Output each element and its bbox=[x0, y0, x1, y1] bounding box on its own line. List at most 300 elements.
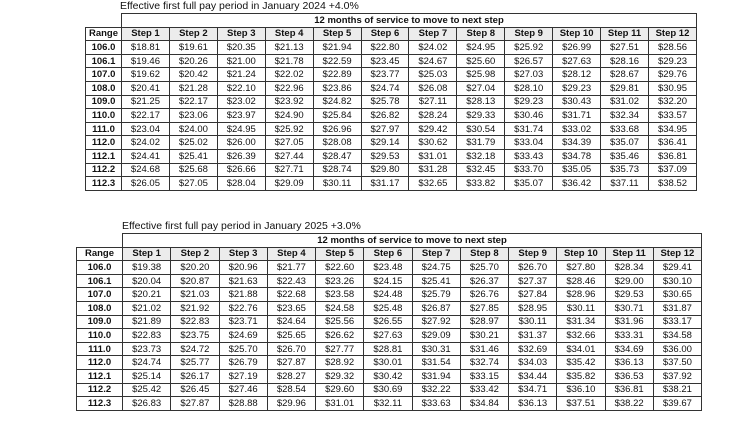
wage-cell: $29.41 bbox=[653, 261, 701, 275]
wage-cell: $33.70 bbox=[505, 163, 553, 177]
range-cell: 109.0 bbox=[77, 315, 123, 329]
wage-cell: $26.08 bbox=[409, 81, 457, 95]
wage-cell: $18.81 bbox=[122, 41, 170, 55]
wage-cell: $28.13 bbox=[457, 95, 505, 109]
table-row bbox=[86, 95, 697, 109]
wage-cell: $24.48 bbox=[364, 288, 412, 302]
table-row bbox=[86, 81, 697, 95]
wage-cell: $29.32 bbox=[316, 369, 364, 383]
pay-table-2024 bbox=[85, 13, 697, 191]
wage-cell: $28.96 bbox=[557, 288, 605, 302]
table-row bbox=[77, 383, 702, 397]
wage-cell: $27.05 bbox=[265, 136, 313, 150]
wage-cell: $30.46 bbox=[505, 109, 553, 123]
wage-cell: $30.71 bbox=[605, 301, 653, 315]
wage-cell: $24.82 bbox=[313, 95, 361, 109]
wage-cell: $37.09 bbox=[648, 163, 696, 177]
wage-cell: $23.02 bbox=[217, 95, 265, 109]
wage-cell: $28.34 bbox=[605, 261, 653, 275]
wage-cell: $30.21 bbox=[460, 329, 508, 343]
table-row bbox=[86, 163, 697, 177]
wage-cell: $19.61 bbox=[169, 41, 217, 55]
wage-cell: $23.26 bbox=[316, 274, 364, 288]
range-cell: 112.2 bbox=[86, 163, 122, 177]
step-header-4: Step 4 bbox=[267, 247, 315, 261]
wage-cell: $26.05 bbox=[122, 177, 170, 191]
wage-cell: $29.60 bbox=[316, 383, 364, 397]
wage-cell: $32.45 bbox=[457, 163, 505, 177]
wage-cell: $23.04 bbox=[122, 122, 170, 136]
wage-cell: $32.34 bbox=[601, 109, 649, 123]
wage-cell: $33.17 bbox=[653, 315, 701, 329]
wage-cell: $20.87 bbox=[171, 274, 219, 288]
step-header-9: Step 9 bbox=[509, 247, 557, 261]
wage-cell: $19.38 bbox=[123, 261, 171, 275]
corner-blank bbox=[77, 234, 123, 248]
wage-cell: $35.42 bbox=[557, 356, 605, 370]
wage-cell: $21.77 bbox=[267, 261, 315, 275]
wage-cell: $28.16 bbox=[601, 54, 649, 68]
step-header-4: Step 4 bbox=[265, 27, 313, 41]
pay-table-2025 bbox=[76, 233, 702, 411]
range-cell: 106.0 bbox=[77, 261, 123, 275]
range-cell: 109.0 bbox=[86, 95, 122, 109]
wage-cell: $31.17 bbox=[361, 177, 409, 191]
wage-cell: $22.17 bbox=[169, 95, 217, 109]
step-header-1: Step 1 bbox=[122, 27, 170, 41]
wage-cell: $26.66 bbox=[217, 163, 265, 177]
range-cell: 108.0 bbox=[86, 81, 122, 95]
wage-cell: $22.10 bbox=[217, 81, 265, 95]
wage-cell: $23.71 bbox=[219, 315, 267, 329]
wage-cell: $24.41 bbox=[122, 149, 170, 163]
wage-cell: $26.17 bbox=[171, 369, 219, 383]
wage-cell: $25.92 bbox=[265, 122, 313, 136]
wage-cell: $31.34 bbox=[557, 315, 605, 329]
wage-cell: $38.21 bbox=[653, 383, 701, 397]
wage-cell: $35.07 bbox=[601, 136, 649, 150]
wage-cell: $33.31 bbox=[605, 329, 653, 343]
range-cell: 112.2 bbox=[77, 383, 123, 397]
wage-cell: $31.46 bbox=[460, 342, 508, 356]
wage-cell: $29.09 bbox=[265, 177, 313, 191]
wage-cell: $19.62 bbox=[122, 68, 170, 82]
wage-cell: $29.80 bbox=[361, 163, 409, 177]
range-cell: 112.1 bbox=[86, 149, 122, 163]
wage-cell: $28.12 bbox=[553, 68, 601, 82]
wage-cell: $33.57 bbox=[648, 109, 696, 123]
table-row bbox=[77, 301, 702, 315]
step-header-1: Step 1 bbox=[123, 247, 171, 261]
table-row bbox=[77, 342, 702, 356]
wage-cell: $25.68 bbox=[169, 163, 217, 177]
wage-cell: $24.95 bbox=[217, 122, 265, 136]
wage-cell: $27.63 bbox=[553, 54, 601, 68]
wage-cell: $22.83 bbox=[171, 315, 219, 329]
wage-cell: $22.96 bbox=[265, 81, 313, 95]
wage-cell: $22.76 bbox=[219, 301, 267, 315]
wage-cell: $24.74 bbox=[361, 81, 409, 95]
wage-cell: $27.85 bbox=[460, 301, 508, 315]
wage-cell: $23.77 bbox=[361, 68, 409, 82]
wage-cell: $20.26 bbox=[169, 54, 217, 68]
wage-cell: $30.54 bbox=[457, 122, 505, 136]
wage-cell: $25.84 bbox=[313, 109, 361, 123]
wage-cell: $26.76 bbox=[460, 288, 508, 302]
wage-cell: $28.27 bbox=[267, 369, 315, 383]
wage-cell: $30.11 bbox=[313, 177, 361, 191]
wage-cell: $26.00 bbox=[217, 136, 265, 150]
wage-cell: $23.48 bbox=[364, 261, 412, 275]
range-cell: 112.0 bbox=[77, 356, 123, 370]
step-header-2: Step 2 bbox=[169, 27, 217, 41]
wage-cell: $33.63 bbox=[412, 397, 460, 411]
wage-cell: $21.94 bbox=[313, 41, 361, 55]
wage-cell: $25.78 bbox=[361, 95, 409, 109]
step-header-7: Step 7 bbox=[409, 27, 457, 41]
wage-cell: $34.58 bbox=[653, 329, 701, 343]
wage-cell: $27.77 bbox=[316, 342, 364, 356]
wage-cell: $28.81 bbox=[364, 342, 412, 356]
wage-cell: $26.82 bbox=[361, 109, 409, 123]
wage-cell: $22.60 bbox=[316, 261, 364, 275]
wage-cell: $33.02 bbox=[553, 122, 601, 136]
table-row bbox=[77, 397, 702, 411]
wage-cell: $32.66 bbox=[557, 329, 605, 343]
wage-cell: $31.02 bbox=[601, 95, 649, 109]
wage-cell: $32.69 bbox=[509, 342, 557, 356]
wage-cell: $20.21 bbox=[123, 288, 171, 302]
step-header-10: Step 10 bbox=[553, 27, 601, 41]
wage-cell: $34.69 bbox=[605, 342, 653, 356]
wage-cell: $26.96 bbox=[313, 122, 361, 136]
wage-cell: $29.14 bbox=[361, 136, 409, 150]
table-row bbox=[86, 54, 697, 68]
wage-cell: $24.67 bbox=[409, 54, 457, 68]
wage-cell: $28.67 bbox=[601, 68, 649, 82]
wage-cell: $24.74 bbox=[123, 356, 171, 370]
wage-cell: $28.88 bbox=[219, 397, 267, 411]
wage-cell: $31.71 bbox=[553, 109, 601, 123]
range-cell: 110.0 bbox=[77, 329, 123, 343]
range-cell: 111.0 bbox=[86, 122, 122, 136]
wage-cell: $23.45 bbox=[361, 54, 409, 68]
table-row bbox=[86, 149, 697, 163]
wage-cell: $38.22 bbox=[605, 397, 653, 411]
wage-cell: $26.62 bbox=[316, 329, 364, 343]
wage-cell: $27.04 bbox=[457, 81, 505, 95]
wage-cell: $31.96 bbox=[605, 315, 653, 329]
wage-cell: $29.09 bbox=[412, 329, 460, 343]
step-header-5: Step 5 bbox=[313, 27, 361, 41]
table-row bbox=[77, 356, 702, 370]
wage-cell: $33.43 bbox=[505, 149, 553, 163]
wage-cell: $20.41 bbox=[122, 81, 170, 95]
table-row bbox=[77, 329, 702, 343]
wage-cell: $20.42 bbox=[169, 68, 217, 82]
wage-cell: $31.54 bbox=[412, 356, 460, 370]
wage-cell: $29.81 bbox=[601, 81, 649, 95]
wage-cell: $27.71 bbox=[265, 163, 313, 177]
wage-cell: $24.72 bbox=[171, 342, 219, 356]
wage-cell: $30.11 bbox=[557, 301, 605, 315]
step-header-3: Step 3 bbox=[217, 27, 265, 41]
wage-cell: $30.42 bbox=[364, 369, 412, 383]
wage-cell: $37.11 bbox=[601, 177, 649, 191]
wage-cell: $26.55 bbox=[364, 315, 412, 329]
wage-cell: $22.59 bbox=[313, 54, 361, 68]
wage-cell: $23.75 bbox=[171, 329, 219, 343]
wage-cell: $34.44 bbox=[509, 369, 557, 383]
wage-cell: $25.14 bbox=[123, 369, 171, 383]
wage-cell: $27.51 bbox=[601, 41, 649, 55]
wage-cell: $21.89 bbox=[123, 315, 171, 329]
wage-cell: $24.90 bbox=[265, 109, 313, 123]
wage-cell: $25.41 bbox=[412, 274, 460, 288]
wage-cell: $34.03 bbox=[509, 356, 557, 370]
wage-cell: $19.46 bbox=[122, 54, 170, 68]
wage-cell: $25.41 bbox=[169, 149, 217, 163]
wage-cell: $23.58 bbox=[316, 288, 364, 302]
wage-cell: $24.00 bbox=[169, 122, 217, 136]
wage-cell: $39.67 bbox=[653, 397, 701, 411]
table-row bbox=[77, 369, 702, 383]
wage-cell: $22.80 bbox=[361, 41, 409, 55]
wage-cell: $26.45 bbox=[171, 383, 219, 397]
range-cell: 106.1 bbox=[86, 54, 122, 68]
wage-cell: $28.46 bbox=[557, 274, 605, 288]
step-header-8: Step 8 bbox=[460, 247, 508, 261]
wage-cell: $29.96 bbox=[267, 397, 315, 411]
wage-cell: $27.84 bbox=[509, 288, 557, 302]
wage-cell: $24.95 bbox=[457, 41, 505, 55]
wage-cell: $30.31 bbox=[412, 342, 460, 356]
wage-cell: $25.03 bbox=[409, 68, 457, 82]
wage-cell: $27.87 bbox=[171, 397, 219, 411]
wage-cell: $28.08 bbox=[313, 136, 361, 150]
step-header-2: Step 2 bbox=[171, 247, 219, 261]
wage-cell: $33.68 bbox=[601, 122, 649, 136]
wage-cell: $28.04 bbox=[217, 177, 265, 191]
wage-cell: $32.74 bbox=[460, 356, 508, 370]
wage-cell: $31.37 bbox=[509, 329, 557, 343]
range-cell: 111.0 bbox=[77, 342, 123, 356]
range-header: Range bbox=[86, 27, 122, 41]
range-cell: 107.0 bbox=[86, 68, 122, 82]
wage-cell: $32.18 bbox=[457, 149, 505, 163]
range-cell: 112.1 bbox=[77, 369, 123, 383]
table-2025-caption: Effective first full pay period in January 2025 +3.0% bbox=[122, 220, 361, 232]
wage-cell: $28.56 bbox=[648, 41, 696, 55]
wage-cell: $31.79 bbox=[457, 136, 505, 150]
range-cell: 106.1 bbox=[77, 274, 123, 288]
step-header-11: Step 11 bbox=[605, 247, 653, 261]
wage-cell: $24.69 bbox=[219, 329, 267, 343]
wage-cell: $20.04 bbox=[123, 274, 171, 288]
wage-cell: $22.83 bbox=[123, 329, 171, 343]
wage-cell: $33.42 bbox=[460, 383, 508, 397]
wage-cell: $30.69 bbox=[364, 383, 412, 397]
table-row bbox=[86, 122, 697, 136]
wage-cell: $35.05 bbox=[553, 163, 601, 177]
wage-cell: $24.75 bbox=[412, 261, 460, 275]
wage-cell: $31.74 bbox=[505, 122, 553, 136]
wage-cell: $21.13 bbox=[265, 41, 313, 55]
table-2024-caption: Effective first full pay period in January 2024 +4.0% bbox=[120, 0, 359, 12]
wage-cell: $25.70 bbox=[219, 342, 267, 356]
wage-cell: $32.11 bbox=[364, 397, 412, 411]
wage-cell: $31.28 bbox=[409, 163, 457, 177]
wage-cell: $26.79 bbox=[219, 356, 267, 370]
wage-cell: $30.95 bbox=[648, 81, 696, 95]
wage-cell: $27.87 bbox=[267, 356, 315, 370]
wage-cell: $24.64 bbox=[267, 315, 315, 329]
wage-cell: $23.86 bbox=[313, 81, 361, 95]
wage-cell: $33.04 bbox=[505, 136, 553, 150]
range-cell: 107.0 bbox=[77, 288, 123, 302]
wage-cell: $34.01 bbox=[557, 342, 605, 356]
wage-cell: $28.54 bbox=[267, 383, 315, 397]
wage-cell: $26.57 bbox=[505, 54, 553, 68]
wage-cell: $27.92 bbox=[412, 315, 460, 329]
wage-cell: $26.99 bbox=[553, 41, 601, 55]
wage-cell: $25.56 bbox=[316, 315, 364, 329]
wage-cell: $26.39 bbox=[217, 149, 265, 163]
wage-cell: $37.92 bbox=[653, 369, 701, 383]
step-header-11: Step 11 bbox=[601, 27, 649, 41]
wage-cell: $28.95 bbox=[509, 301, 557, 315]
wage-cell: $33.82 bbox=[457, 177, 505, 191]
step-header-5: Step 5 bbox=[316, 247, 364, 261]
wage-cell: $35.73 bbox=[601, 163, 649, 177]
wage-cell: $25.77 bbox=[171, 356, 219, 370]
wage-cell: $22.68 bbox=[267, 288, 315, 302]
range-cell: 108.0 bbox=[77, 301, 123, 315]
wage-cell: $22.02 bbox=[265, 68, 313, 82]
wage-cell: $27.80 bbox=[557, 261, 605, 275]
wage-cell: $30.62 bbox=[409, 136, 457, 150]
wage-cell: $27.44 bbox=[265, 149, 313, 163]
wage-cell: $26.87 bbox=[412, 301, 460, 315]
wage-cell: $22.17 bbox=[122, 109, 170, 123]
wage-cell: $21.88 bbox=[219, 288, 267, 302]
wage-cell: $27.05 bbox=[169, 177, 217, 191]
wage-cell: $20.96 bbox=[219, 261, 267, 275]
wage-cell: $21.63 bbox=[219, 274, 267, 288]
wage-cell: $21.00 bbox=[217, 54, 265, 68]
wage-cell: $25.79 bbox=[412, 288, 460, 302]
wage-cell: $31.01 bbox=[316, 397, 364, 411]
wage-cell: $27.11 bbox=[409, 95, 457, 109]
wage-cell: $27.97 bbox=[361, 122, 409, 136]
wage-cell: $26.37 bbox=[460, 274, 508, 288]
wage-cell: $27.19 bbox=[219, 369, 267, 383]
wage-cell: $30.65 bbox=[653, 288, 701, 302]
wage-cell: $20.20 bbox=[171, 261, 219, 275]
wage-cell: $27.03 bbox=[505, 68, 553, 82]
wage-cell: $28.24 bbox=[409, 109, 457, 123]
wage-cell: $29.00 bbox=[605, 274, 653, 288]
step-header-3: Step 3 bbox=[219, 247, 267, 261]
wage-cell: $31.01 bbox=[409, 149, 457, 163]
wage-cell: $30.01 bbox=[364, 356, 412, 370]
wage-cell: $35.82 bbox=[557, 369, 605, 383]
wage-cell: $34.39 bbox=[553, 136, 601, 150]
wage-cell: $29.23 bbox=[648, 54, 696, 68]
wage-cell: $26.70 bbox=[267, 342, 315, 356]
table-row bbox=[77, 315, 702, 329]
wage-cell: $37.51 bbox=[557, 397, 605, 411]
wage-cell: $34.84 bbox=[460, 397, 508, 411]
wage-cell: $21.28 bbox=[169, 81, 217, 95]
wage-cell: $34.71 bbox=[509, 383, 557, 397]
wage-cell: $38.52 bbox=[648, 177, 696, 191]
wage-cell: $25.70 bbox=[460, 261, 508, 275]
table-row bbox=[77, 288, 702, 302]
wage-cell: $28.92 bbox=[316, 356, 364, 370]
step-header-6: Step 6 bbox=[361, 27, 409, 41]
wage-cell: $23.06 bbox=[169, 109, 217, 123]
wage-cell: $29.53 bbox=[361, 149, 409, 163]
wage-cell: $29.23 bbox=[553, 81, 601, 95]
wage-cell: $31.94 bbox=[412, 369, 460, 383]
wage-cell: $32.22 bbox=[412, 383, 460, 397]
wage-cell: $30.10 bbox=[653, 274, 701, 288]
wage-cell: $21.03 bbox=[171, 288, 219, 302]
wage-cell: $21.92 bbox=[171, 301, 219, 315]
wage-cell: $24.02 bbox=[409, 41, 457, 55]
wage-cell: $29.53 bbox=[605, 288, 653, 302]
wage-cell: $28.10 bbox=[505, 81, 553, 95]
wage-cell: $32.20 bbox=[648, 95, 696, 109]
corner-blank bbox=[86, 14, 122, 28]
wage-cell: $21.25 bbox=[122, 95, 170, 109]
step-header-12: Step 12 bbox=[648, 27, 696, 41]
wage-cell: $21.02 bbox=[123, 301, 171, 315]
wage-cell: $33.15 bbox=[460, 369, 508, 383]
wage-cell: $25.42 bbox=[123, 383, 171, 397]
table-row bbox=[77, 274, 702, 288]
step-header-8: Step 8 bbox=[457, 27, 505, 41]
wage-cell: $24.68 bbox=[122, 163, 170, 177]
range-header: Range bbox=[77, 247, 123, 261]
wage-cell: $28.74 bbox=[313, 163, 361, 177]
wage-cell: $26.83 bbox=[123, 397, 171, 411]
wage-cell: $31.87 bbox=[653, 301, 701, 315]
range-cell: 112.0 bbox=[86, 136, 122, 150]
wage-cell: $25.02 bbox=[169, 136, 217, 150]
wage-cell: $36.41 bbox=[648, 136, 696, 150]
table-row bbox=[86, 109, 697, 123]
wage-cell: $30.11 bbox=[509, 315, 557, 329]
step-header-10: Step 10 bbox=[557, 247, 605, 261]
wage-cell: $25.48 bbox=[364, 301, 412, 315]
wage-cell: $27.46 bbox=[219, 383, 267, 397]
range-cell: 112.3 bbox=[86, 177, 122, 191]
wage-cell: $37.50 bbox=[653, 356, 701, 370]
table-row bbox=[77, 261, 702, 275]
wage-cell: $27.63 bbox=[364, 329, 412, 343]
wage-cell: $24.58 bbox=[316, 301, 364, 315]
wage-cell: $29.23 bbox=[505, 95, 553, 109]
wage-cell: $36.81 bbox=[605, 383, 653, 397]
service-span-header: 12 months of service to move to next step bbox=[122, 14, 697, 28]
table-row bbox=[86, 177, 697, 191]
wage-cell: $25.65 bbox=[267, 329, 315, 343]
wage-cell: $34.78 bbox=[553, 149, 601, 163]
wage-cell: $28.47 bbox=[313, 149, 361, 163]
table-row bbox=[86, 68, 697, 82]
